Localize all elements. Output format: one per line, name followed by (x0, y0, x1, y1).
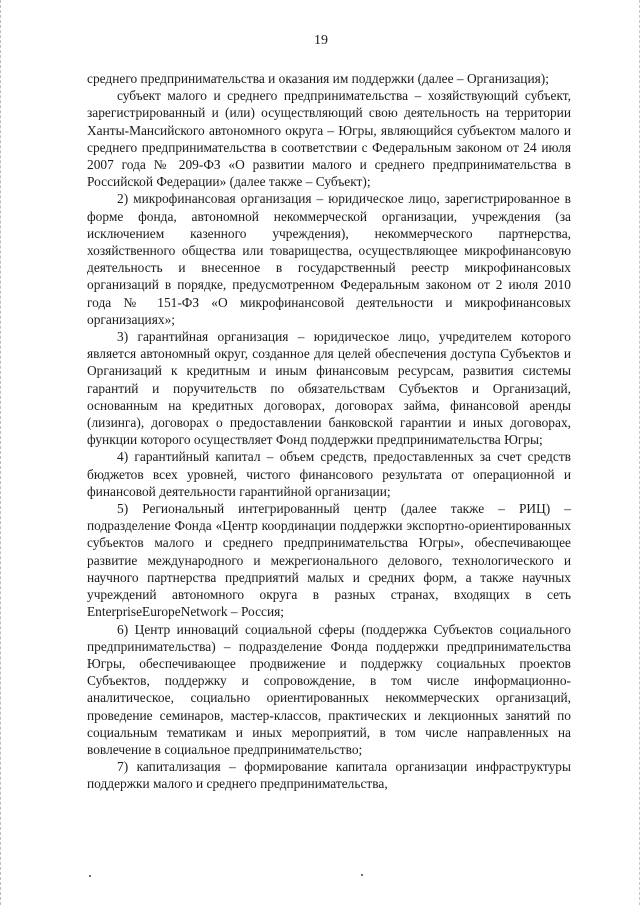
paragraph-definition-microfinance: 2) микрофинансовая организация – юридическое лицо, зарегистрированное в форме фонда, автономной некоммерческой организации, учреждения (за исключением казенного учреждения), некоммерческого партнерства, хозяйственного общества или товарищества, осуществляющее микрофинансовую деятельность и внесенное в государственный реестр микрофинансовых организаций в порядке, предусмотренном Федеральным законом от 2 июля 2010 года № 151-ФЗ «О микрофинансовой деятельности и микрофинансовых организациях»; (87, 191, 571, 327)
paragraph-definition-social-center: 6) Центр инноваций социальной сферы (поддержка Субъектов социального предпринимательства) – подразделение Фонда поддержки предпринимательства Югры, обеспечивающее продвижение и поддержку социальных проектов Субъектов, поддержку и сопровождение, в том числе информационно-аналитическое, социально ориентированных некоммерческих организаций, проведение семинаров, мастер-классов, практических и лекционных занятий по социальным тематикам и иных мероприятий, в том числе направленных на вовлечение в социальное предпринимательство; (87, 621, 571, 757)
document-body (87, 70, 571, 793)
paragraph-definition-subject: субъект малого и среднего предпринимательства – хозяйствующий субъект, зарегистрированный и (или) осуществляющий свою деятельность на территории Ханты-Мансийского автономного округа – Югры, являющийся субъектом малого и среднего предпринимательства в соответствии с Федеральным законом от 24 июля 2007 года № 209-ФЗ «О развитии малого и среднего предпринимательства в Российской Федерации» (далее также – Субъект); (87, 88, 571, 190)
paragraph-definition-capitalization: 7) капитализация – формирование капитала организации инфраструктуры поддержки малого и среднего предпринимательства, (87, 759, 571, 792)
page-number: 19 (314, 33, 328, 48)
scan-artifact (361, 874, 363, 876)
paragraph-definition-ric: 5) Региональный интегрированный центр (далее также – РИЦ) – подразделение Фонда «Центр координации поддержки экспортно-ориентированных субъектов малого и среднего предпринимательства Югры», обеспечивающее развитие международного и межрегионального делового, технологического и научного партнерства предприятий малых и средних форм, а также научных учреждений автономного округа в разных странах, входящих в сеть EnterpriseEuropeNetwork – Россия; (87, 501, 571, 620)
scan-artifact (89, 875, 91, 877)
paragraph-continuation: среднего предпринимательства и оказания им поддержки (далее – Организация); (87, 71, 549, 86)
paragraph-definition-guarantee-org: 3) гарантийная организация – юридическое лицо, учредителем которого является автономный округ, созданное для целей обеспечения доступа Субъектов и Организаций к кредитным и иным финансовым ресурсам, развития системы гарантий и поручительств по обязательствам Субъектов и Организаций, основанным на кредитных договорах, договорах займа, финансовой аренды (лизинга), договорах о предоставлении банковской гарантии и иных договорах, функции которого осуществляет Фонд поддержки предпринимательства Югры; (87, 329, 571, 448)
paragraph-definition-guarantee-capital: 4) гарантийный капитал – объем средств, предоставленных за счет средств бюджетов всех уровней, чистого финансового результата от операционной и финансовой деятельности гарантийной организации; (87, 449, 571, 499)
